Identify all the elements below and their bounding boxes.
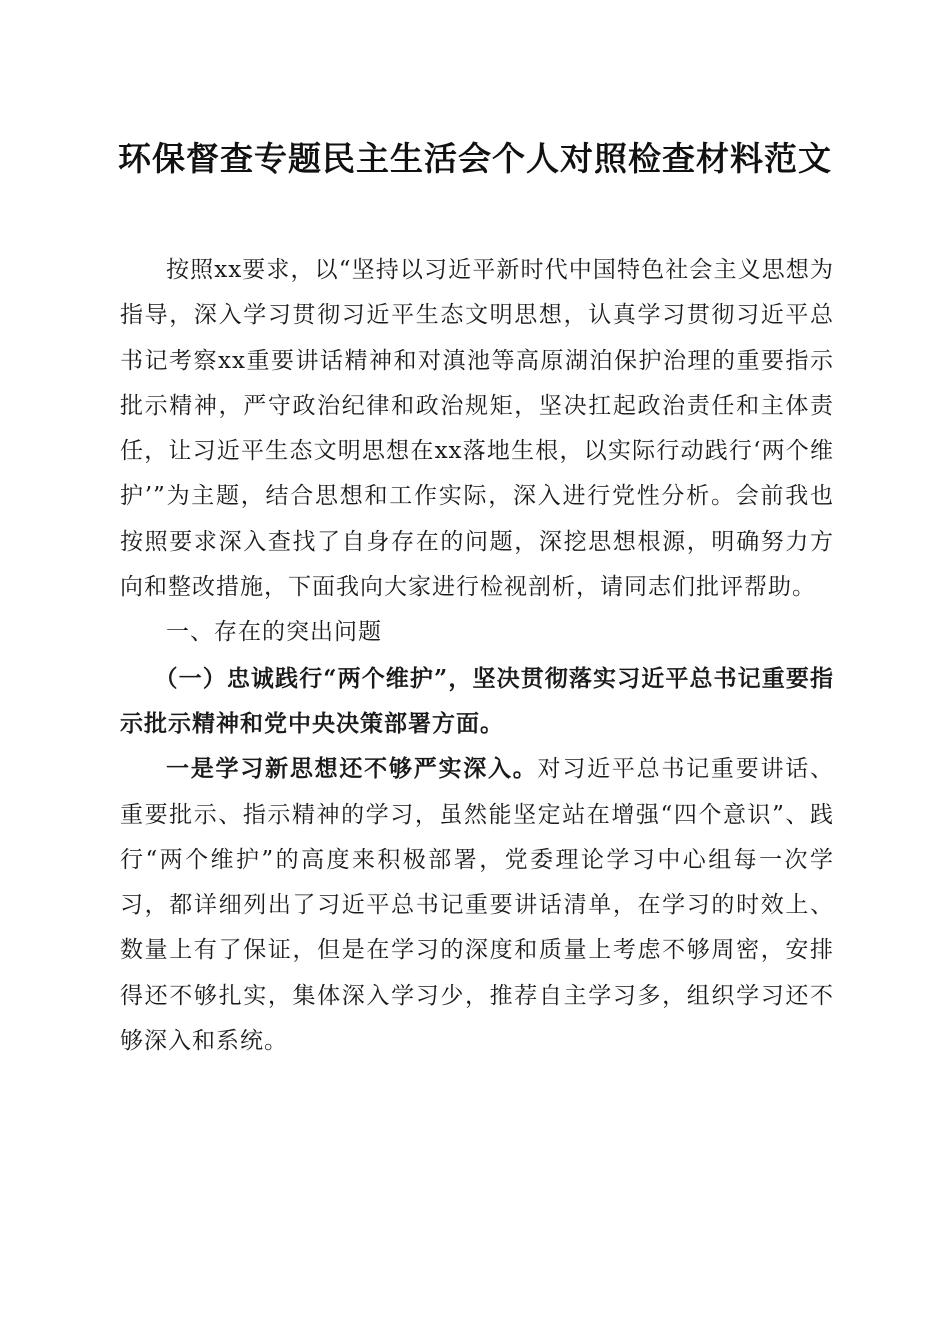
point-lead-1: 一是学习新思想还不够严实深入。 [166,755,538,783]
document-title: 环保督查专题民主生活会个人对照检查材料范文 [118,139,832,178]
subsection-heading-1: （一）忠诚践行“两个维护”，坚决贯彻落实习近平总书记重要指示批示精神和党中央决策部署方面。 [120,664,834,737]
intro-paragraph: 按照xx要求，以“坚持以习近平新时代中国特色社会主义思想为指导，深入学习贯彻习近平生态文明思想，认真学习贯彻习近平总书记考察xx重要讲话精神和对滇池等高原湖泊保护治理的重要指示批示精神，严守政治纪律和政治规矩，坚决扛起政治责任和主体责任，让习近平生态文明思想在xx落地生根，以实际行动践行‘两个维护’”为主题，结合思想和工作实际，深入进行党性分析。会前我也按照要求深入查找了自身存在的问题，深挖思想根源，明确努力方向和整改措施，下面我向大家进行检视剖析，请同志们批评帮助。 [120,257,834,601]
section-heading-1: 一、存在的突出问题 [166,619,382,646]
document-body [120,248,834,1064]
point-body-1: 对习近平总书记重要讲话、重要批示、指示精神的学习，虽然能坚定站在增强“四个意识”、践行“两个维护”的高度来积极部署，党委理论学习中心组每一次学习，都详细列出了习近平总书记重要讲话清单，在学习的时效上、数量上有了保证，但是在学习的深度和质量上考虑不够周密，安排得还不够扎实，集体深入学习少，推荐自主学习多，组织学习还不够深入和系统。 [120,756,835,1055]
point-paragraph-1 [120,746,834,1064]
